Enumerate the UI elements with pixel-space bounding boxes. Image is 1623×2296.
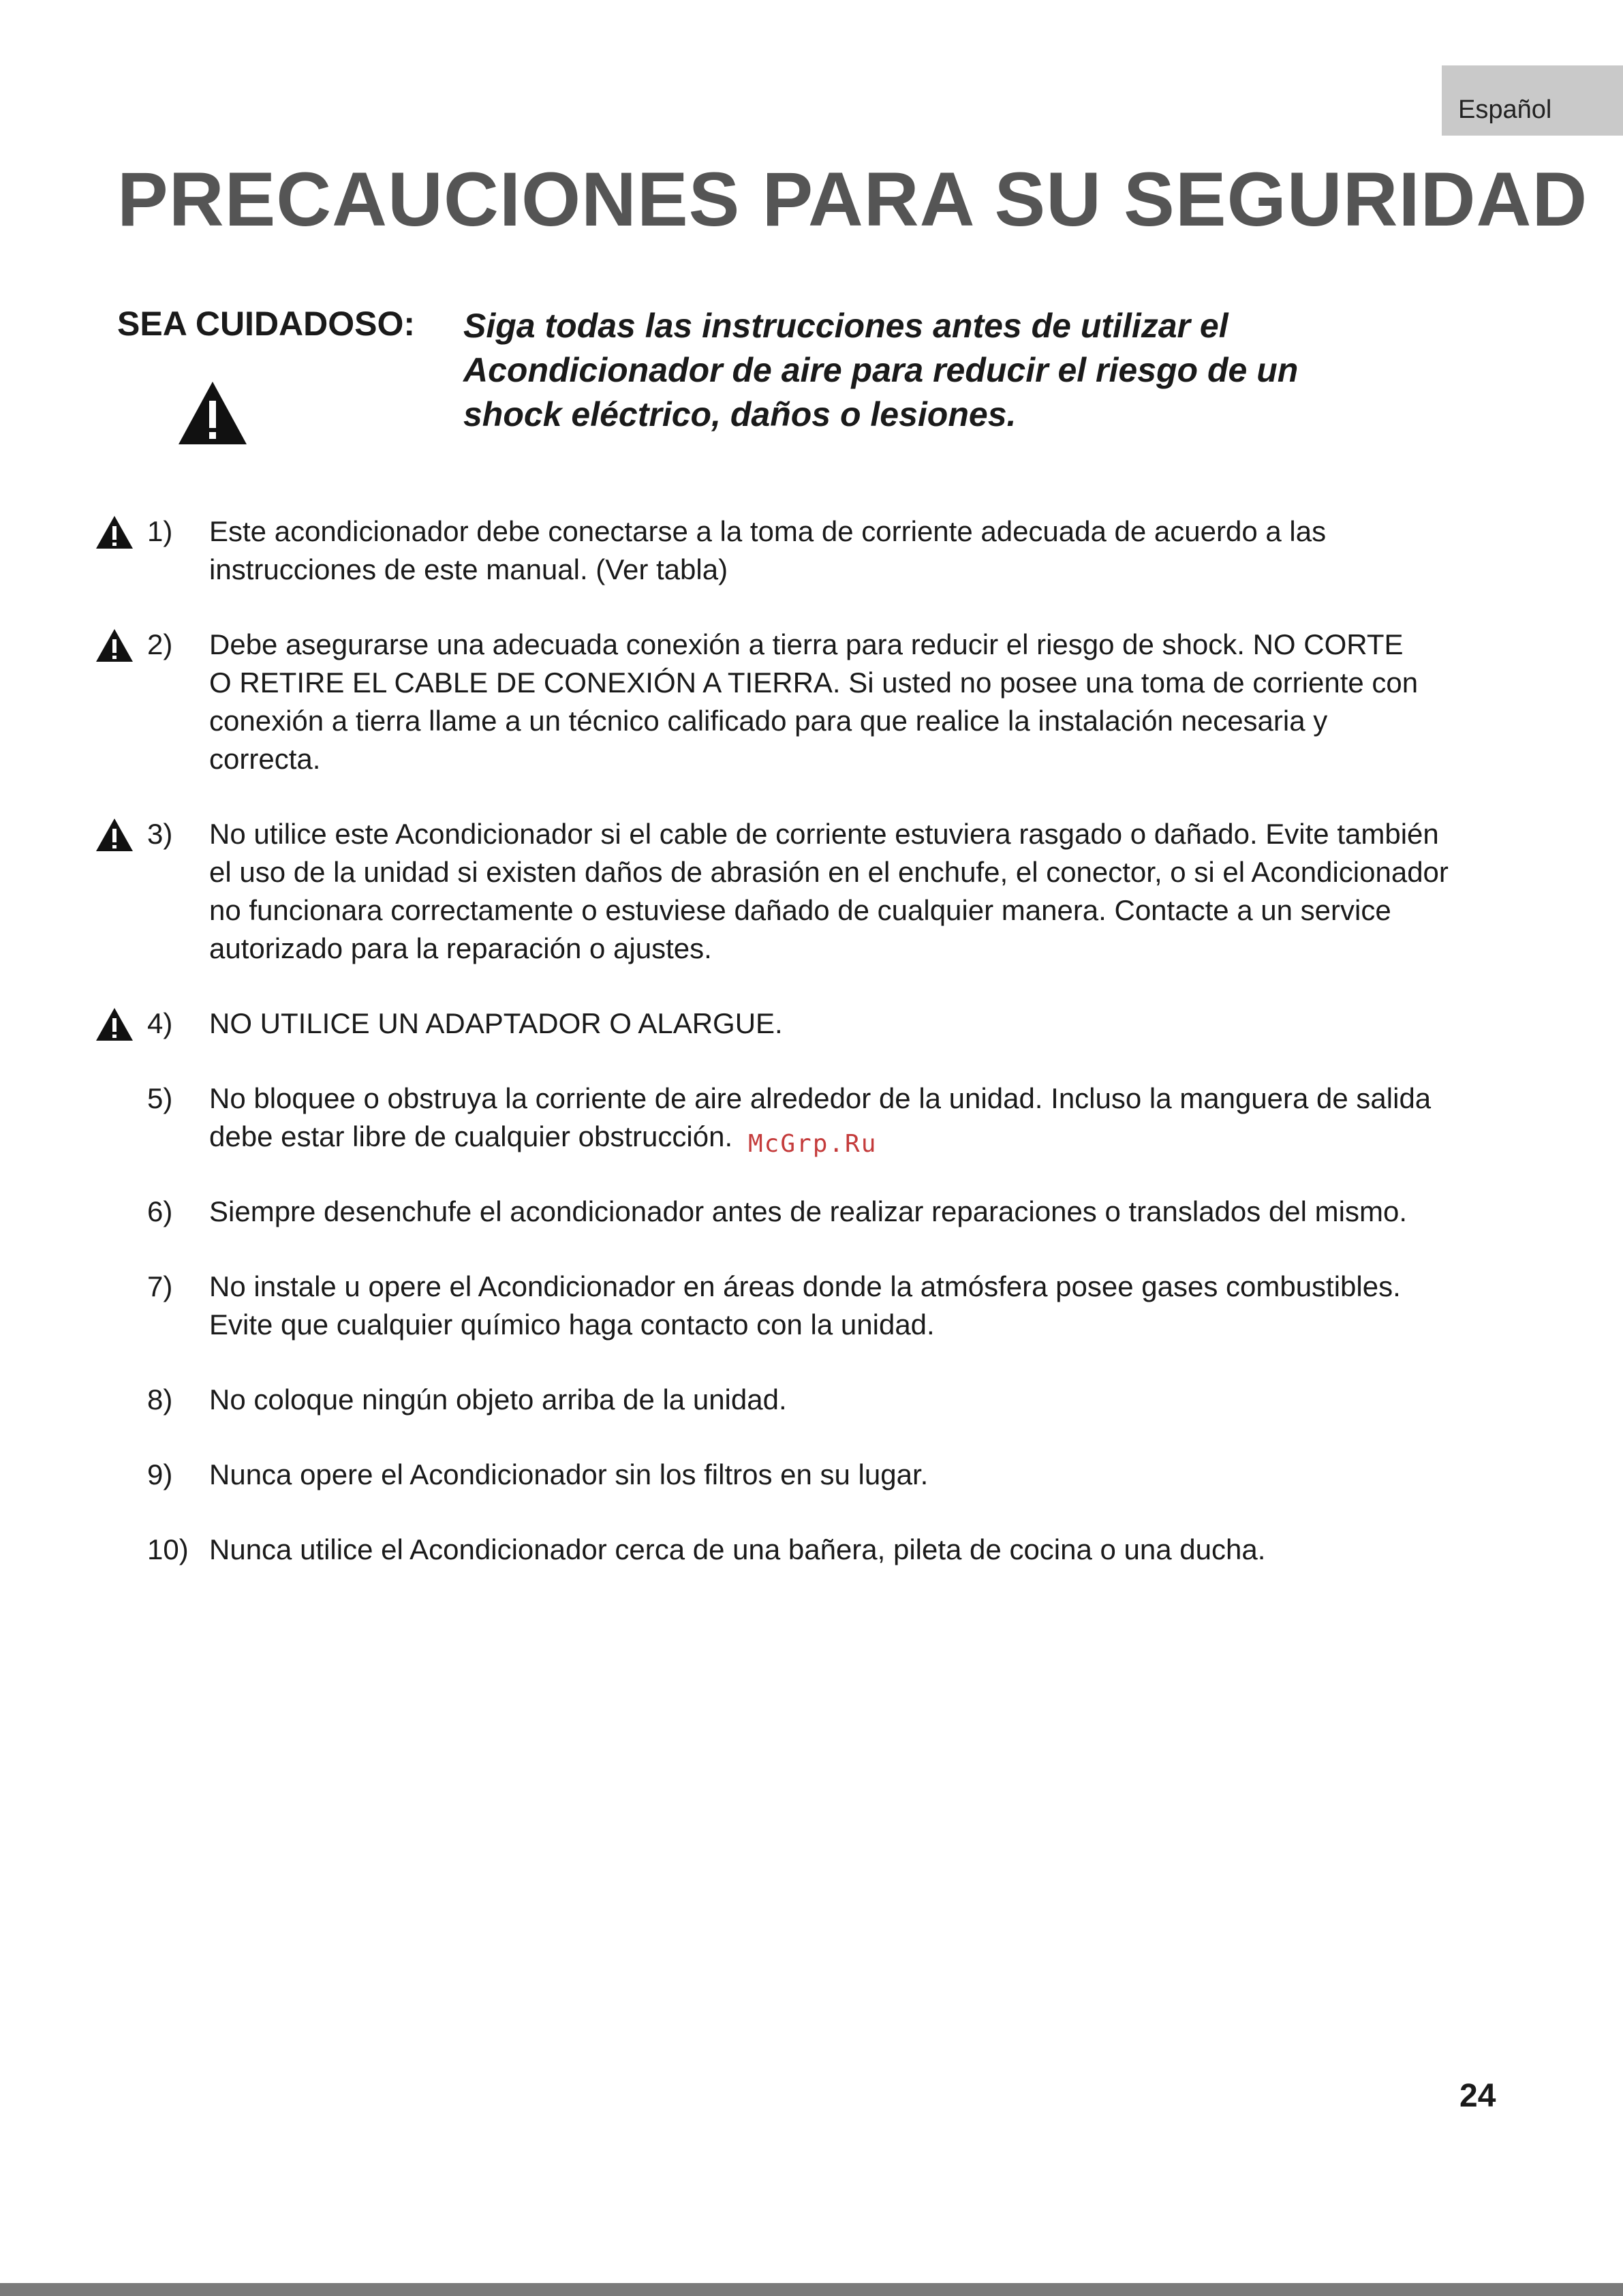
item-line: No utilice este Acondicionador si el cable de corriente estuviera rasgado o dañado. Evite también [209,818,1439,850]
list-item [95,626,1533,778]
item-line: Nunca opere el Acondicionador sin los filtros en su lugar. [209,1458,929,1490]
item-number: 3) [147,818,173,850]
item-line: Evite que cualquier químico haga contacto con la unidad. [209,1308,935,1341]
item-line: debe estar libre de cualquier obstrucción. [209,1120,733,1152]
item-line: no funcionara correctamente o estuviese dañado de cualquier manera. Contacte a un service [209,894,1391,926]
item-line: No coloque ningún objeto arriba de la unidad. [209,1383,787,1415]
bottom-rule [0,2283,1623,2296]
item-line: Siempre desenchufe el acondicionador antes de realizar reparaciones o translados del mismo. [209,1195,1407,1227]
item-line: O RETIRE EL CABLE DE CONEXIÓN A TIERRA. Si usted no posee una toma de corriente con [209,667,1419,699]
item-line: NO UTILICE UN ADAPTADOR O ALARGUE. [209,1007,783,1039]
item-number: 8) [147,1383,173,1415]
page-title: PRECAUCIONES PARA SU SEGURIDAD [117,157,1588,242]
item-line: autorizado para la reparación o ajustes. [209,932,712,964]
item-text [209,1193,1533,1231]
item-line: Nunca utilice el Acondicionador cerca de una bañera, pileta de cocina o una ducha. [209,1533,1266,1565]
list-item [95,1531,1533,1569]
list-item [95,815,1533,968]
warning-line: Siga todas las instrucciones antes de utilizar el [463,307,1228,345]
watermark: McGrp.Ru [748,1130,878,1158]
item-line: No bloquee o obstruya la corriente de aire alrededor de la unidad. Incluso la manguera de salida [209,1082,1432,1114]
list-item [95,1193,1533,1231]
item-line: instrucciones de este manual. (Ver tabla) [209,553,728,585]
item-number: 4) [147,1007,173,1039]
warning-label: SEA CUIDADOSO: [117,305,416,343]
warning-text [463,304,1298,437]
warning-line: Acondicionador de aire para reducir el riesgo de un [463,351,1299,389]
list-item [95,512,1533,589]
item-number: 9) [147,1458,173,1490]
item-number: 6) [147,1195,173,1227]
item-line: Este acondicionador debe conectarse a la toma de corriente adecuada de acuerdo a las [209,515,1327,547]
item-text [209,1531,1533,1569]
list-item [95,1456,1533,1494]
item-number: 2) [147,628,173,660]
item-text [209,1456,1533,1494]
item-text [209,626,1533,778]
item-line: el uso de la unidad si existen daños de abrasión en el enchufe, el conector, o si el Acondicionador [209,856,1449,888]
item-text [209,815,1533,968]
precautions-list [95,512,1533,1606]
list-item [95,1005,1533,1043]
item-line: No instale u opere el Acondicionador en áreas donde la atmósfera posee gases combustibles. [209,1270,1401,1302]
warning-triangle-icon [95,1007,134,1041]
warning-triangle-icon [95,515,134,549]
list-item [95,1268,1533,1344]
item-text [209,1381,1533,1419]
item-text [209,1005,1533,1043]
item-line: correcta. [209,743,321,775]
page-number: 24 [1459,2078,1496,2114]
warning-triangle-icon [95,818,134,852]
warning-triangle-icon [177,380,248,446]
warning-block [117,304,1521,468]
item-number: 10) [147,1533,189,1565]
item-text [209,512,1533,589]
item-line: conexión a tierra llame a un técnico calificado para que realice la instalación necesaria y [209,705,1328,737]
warning-triangle-icon [95,628,134,662]
item-line: Debe asegurarse una adecuada conexión a tierra para reducir el riesgo de shock. NO CORTE [209,628,1404,660]
list-item [95,1381,1533,1419]
item-number: 5) [147,1082,173,1114]
item-number: 1) [147,515,173,547]
item-text [209,1268,1533,1344]
language-tab: Español [1442,65,1623,136]
warning-line: shock eléctrico, daños o lesiones. [463,395,1017,433]
item-number: 7) [147,1270,173,1302]
